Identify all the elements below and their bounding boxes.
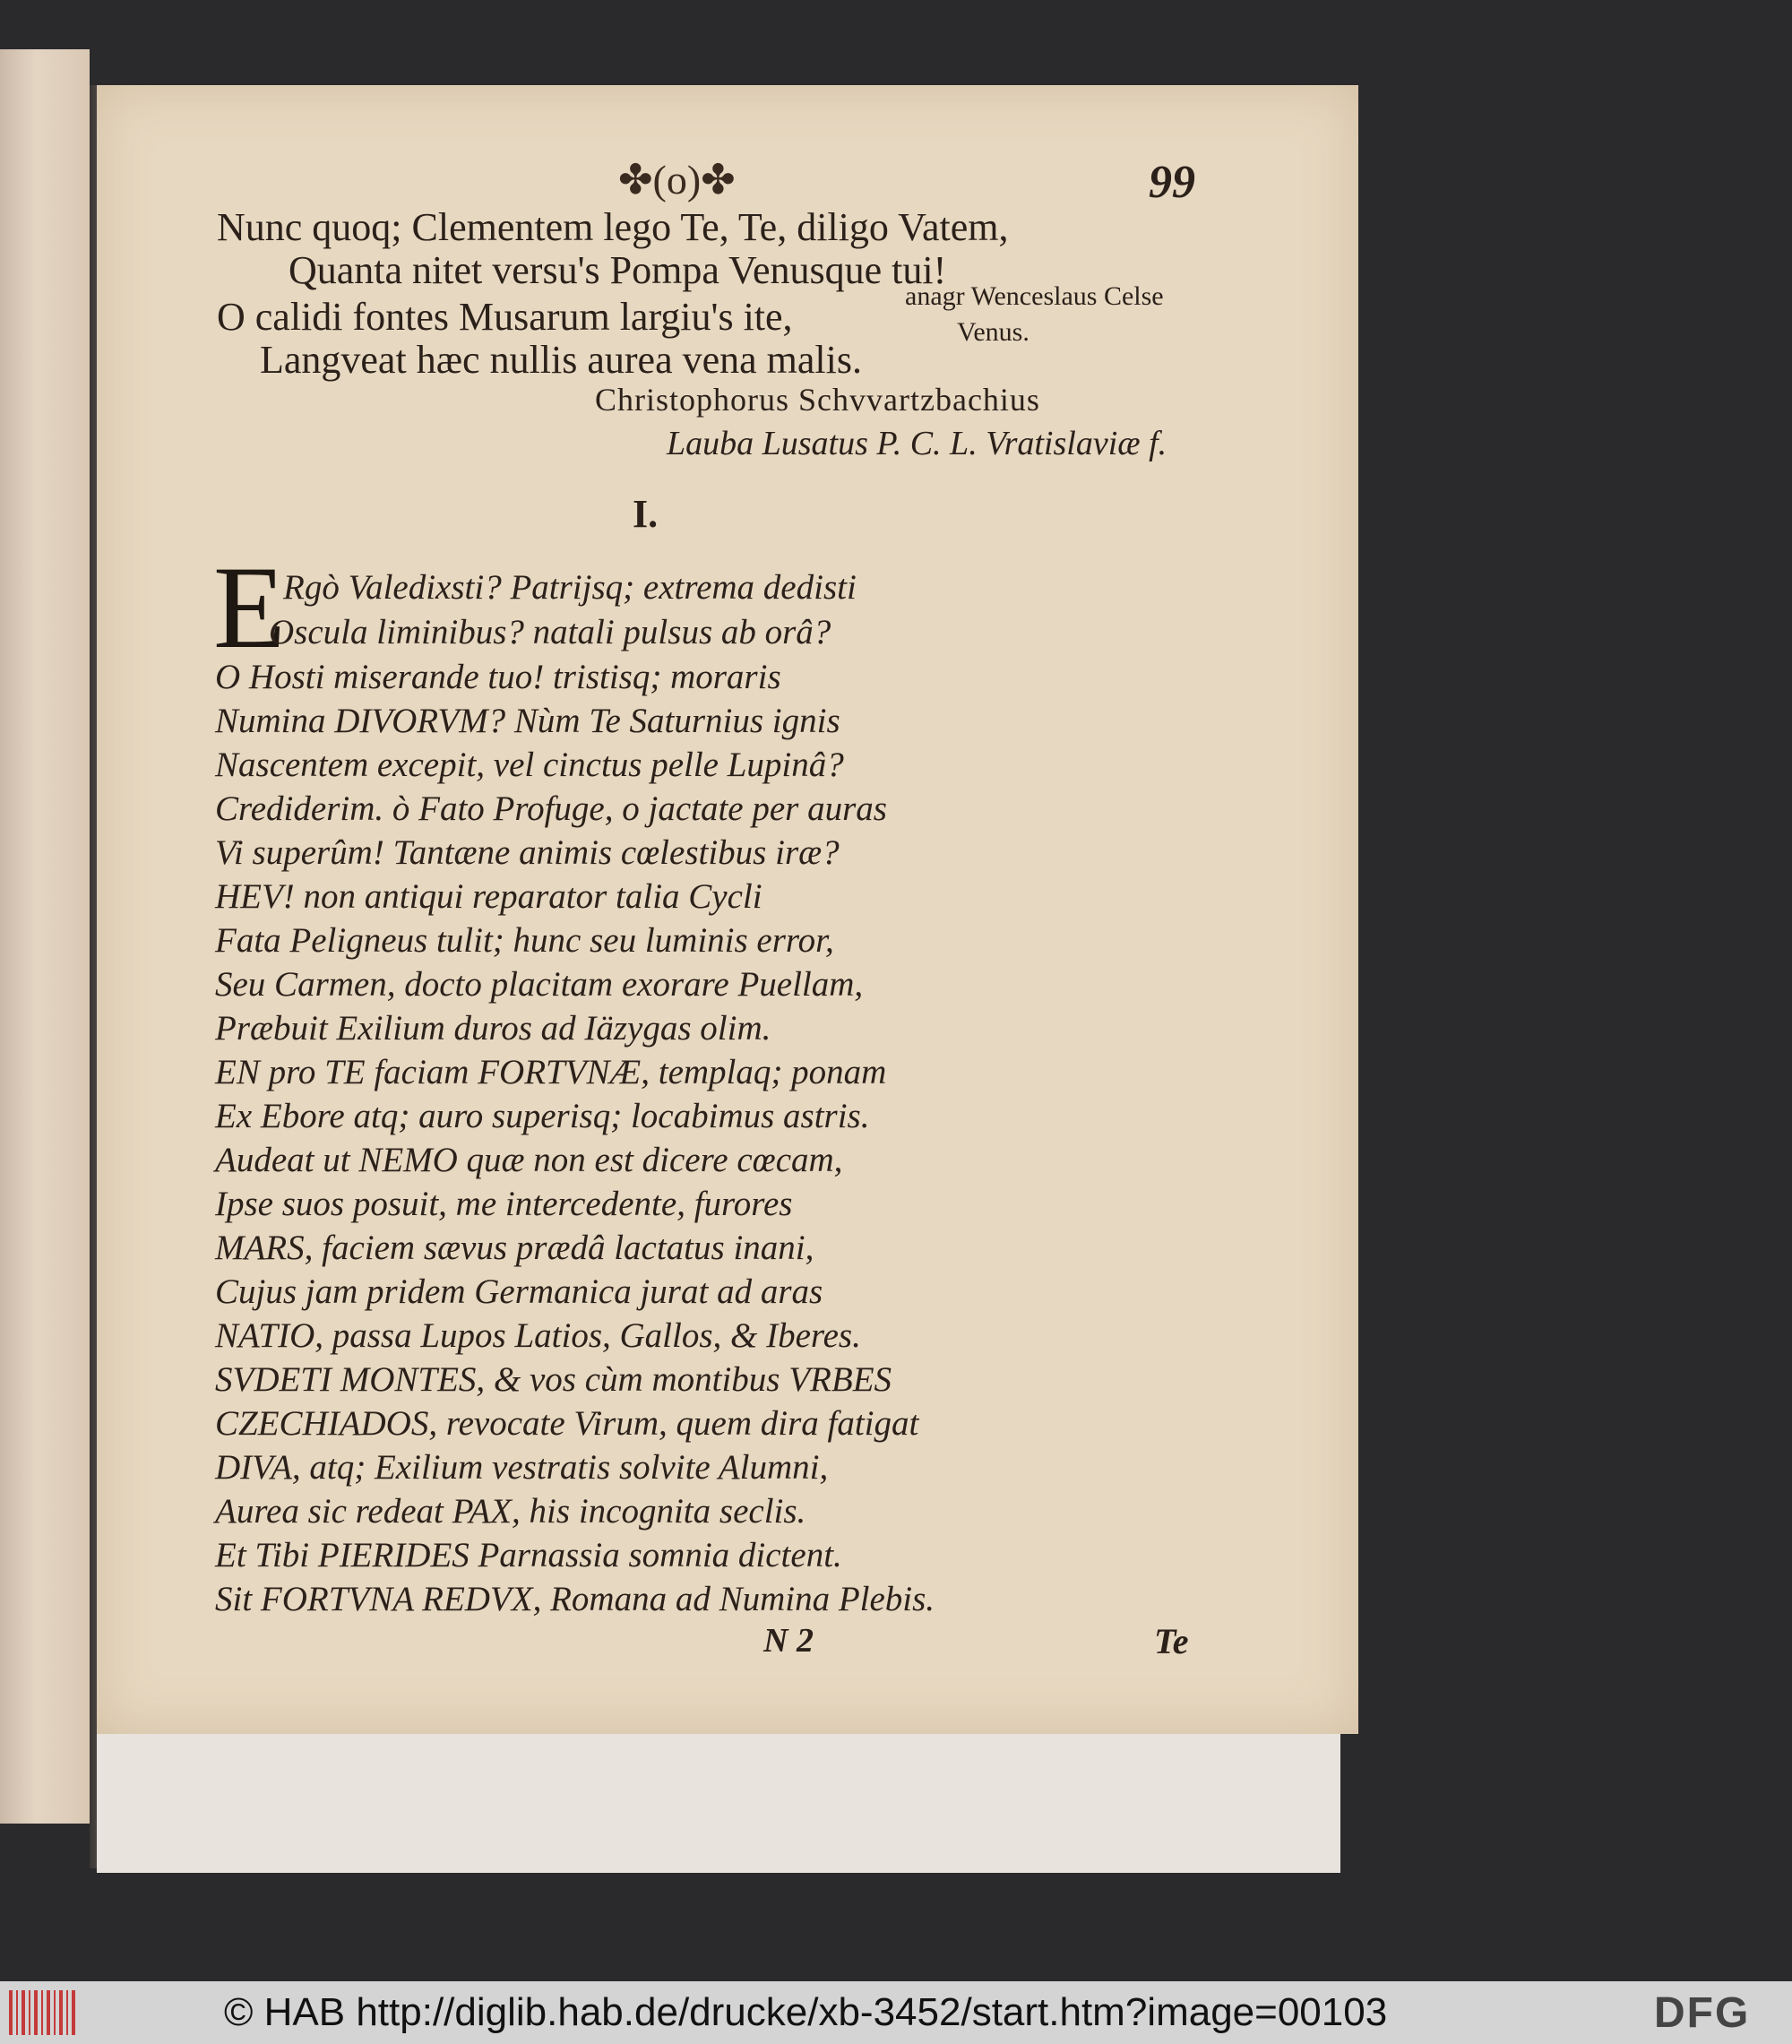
author-origin: Lauba Lusatus P. C. L. Vratislaviæ f.: [667, 425, 1167, 462]
source-url-text[interactable]: © HAB http://diglib.hab.de/drucke/xb-3452/start.htm?image=00103: [224, 1990, 1388, 2034]
verse-line: CZECHIADOS, revocate Virum, quem dira fatigat: [215, 1404, 919, 1443]
header-line-2: Quanta nitet versu's Pompa Venusque tui!: [289, 248, 947, 292]
signature-mark: N 2: [763, 1622, 814, 1660]
verse-line: MARS, faciem sævus prædâ lactatus inani,: [215, 1229, 814, 1267]
verse-line: Aurea sic redeat PAX, his incognita seclis.: [215, 1492, 806, 1531]
page-bottom-margin: [97, 1734, 1340, 1873]
verse-line: Fata Peligneus tulit; hunc seu luminis error,: [215, 921, 834, 960]
verse-line: Ipse suos posuit, me intercedente, furores: [215, 1185, 793, 1223]
verse-line: NATIO, passa Lupos Latios, Gallos, & Iberes.: [215, 1316, 861, 1355]
verse-line: Rgò Valedixsti? Patrijsq; extrema dedisti: [283, 568, 857, 607]
drop-capital: E: [213, 541, 286, 673]
verse-line: Sit FORTVNA REDVX, Romana ad Numina Plebis.: [215, 1580, 935, 1618]
section-number: I.: [633, 492, 659, 536]
verse-line: Crediderim. ò Fato Profuge, o jactate per auras: [215, 789, 887, 828]
verse-line: Vi superûm! Tantæne animis cœlestibus iræ?: [215, 833, 840, 872]
header-line-4: Langveat hæc nullis aurea vena malis.: [260, 338, 862, 382]
page-number: 99: [1149, 157, 1195, 208]
verse-line: EN pro TE faciam FORTVNÆ, templaq; ponam: [215, 1053, 887, 1091]
verse-line: Nascentem excepit, vel cinctus pelle Lupinâ?: [215, 746, 844, 784]
header-line-3: O calidi fontes Musarum largiu's ite,: [217, 295, 793, 339]
left-page-edge: [0, 49, 90, 1824]
verse-line: Audeat ut NEMO quæ non est dicere cœcam,: [215, 1141, 843, 1179]
verse-line: Et Tibi PIERIDES Parnassia somnia dictent.: [215, 1536, 842, 1574]
catchword: Te: [1154, 1621, 1189, 1661]
verse-line: Ex Ebore atq; auro superisq; locabimus astris.: [215, 1097, 870, 1135]
verse-line: Cujus jam pridem Germanica jurat ad aras: [215, 1272, 823, 1311]
verse-line: Præbuit Exilium duros ad Iäzygas olim.: [215, 1009, 771, 1048]
dfg-logo: DFG: [1654, 1989, 1751, 2037]
footer-bar: [0, 1981, 1792, 2044]
anagram-note-cont: Venus.: [957, 317, 1030, 347]
verse-line: SVDETI MONTES, & vos cùm montibus VRBES: [215, 1360, 892, 1399]
header-ornament: ✤(o)✤: [618, 157, 736, 203]
verse-line: Seu Carmen, docto placitam exorare Puellam,: [215, 965, 864, 1004]
verse-line: HEV! non antiqui reparator talia Cycli: [215, 877, 762, 916]
verse-line: Numina DIVORVM? Nùm Te Saturnius ignis: [215, 702, 840, 740]
verse-line: Oscula liminibus? natali pulsus ab orâ?: [269, 613, 831, 651]
verse-line: O Hosti miserande tuo! tristisq; moraris: [215, 658, 781, 696]
anagram-note: anagr Wenceslaus Celse: [905, 281, 1164, 311]
header-line-1: Nunc quoq; Clementem lego Te, Te, diligo Vatem,: [217, 205, 1009, 249]
verse-line: DIVA, atq; Exilium vestratis solvite Alumni,: [215, 1448, 829, 1487]
author-name: Christophorus Schvvartzbachius: [595, 382, 1040, 418]
barcode-icon: [9, 1990, 77, 2035]
